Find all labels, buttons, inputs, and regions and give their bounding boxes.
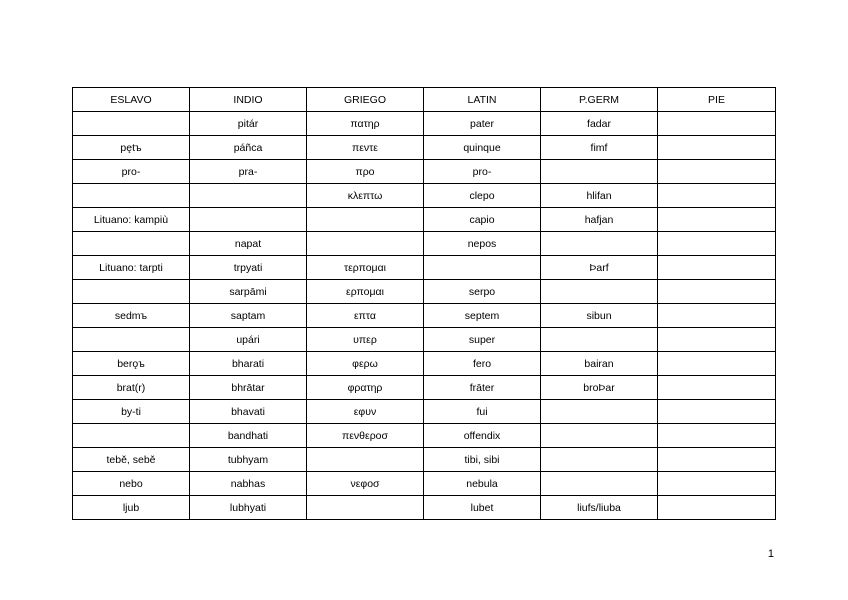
table-row — [73, 328, 776, 352]
table-cell-pie — [658, 400, 776, 424]
table-row — [73, 352, 776, 376]
table-cell-pie — [658, 328, 776, 352]
table-cell-indio: pitár — [190, 112, 307, 136]
table-cell-eslavo — [73, 184, 190, 208]
table-row — [73, 184, 776, 208]
table-cell-griego: πατηρ — [307, 112, 424, 136]
table-row — [73, 112, 776, 136]
table-cell-pgerm: hlifan — [541, 184, 658, 208]
table-cell-eslavo: pętъ — [73, 136, 190, 160]
table-cell-pie — [658, 448, 776, 472]
table-cell-pgerm: bairan — [541, 352, 658, 376]
table-cell-indio: napat — [190, 232, 307, 256]
page-number: 1 — [767, 548, 774, 560]
table-cell-pgerm — [541, 448, 658, 472]
table-row — [73, 400, 776, 424]
table-row — [73, 496, 776, 520]
table-cell-eslavo — [73, 328, 190, 352]
table-cell-latin: frāter — [424, 376, 541, 400]
table-cell-indio: bhavati — [190, 400, 307, 424]
etymology-table-body — [73, 88, 776, 520]
table-row — [73, 136, 776, 160]
table-cell-griego — [307, 208, 424, 232]
table-cell-pie — [658, 352, 776, 376]
table-cell-indio: páñca — [190, 136, 307, 160]
table-cell-eslavo: Lituano: tarpti — [73, 256, 190, 280]
table-cell-latin: super — [424, 328, 541, 352]
table-cell-eslavo: Lituano: kampiù — [73, 208, 190, 232]
table-cell-pie — [658, 208, 776, 232]
table-cell-griego: πεντε — [307, 136, 424, 160]
table-cell-pie — [658, 136, 776, 160]
table-cell-griego: προ — [307, 160, 424, 184]
table-cell-griego — [307, 496, 424, 520]
table-cell-indio: bhrātar — [190, 376, 307, 400]
table-cell-latin: fui — [424, 400, 541, 424]
table-cell-pgerm: fimf — [541, 136, 658, 160]
column-header-griego: GRIEGO — [307, 88, 424, 112]
table-cell-pgerm: hafjan — [541, 208, 658, 232]
table-cell-pie — [658, 160, 776, 184]
column-header-latin: LATIN — [424, 88, 541, 112]
column-header-indio: INDIO — [190, 88, 307, 112]
table-cell-indio — [190, 208, 307, 232]
table-cell-griego: υπερ — [307, 328, 424, 352]
table-cell-eslavo: sedmъ — [73, 304, 190, 328]
table-cell-eslavo: nebo — [73, 472, 190, 496]
table-cell-eslavo — [73, 112, 190, 136]
table-cell-pgerm — [541, 280, 658, 304]
table-row — [73, 280, 776, 304]
table-cell-latin — [424, 256, 541, 280]
table-cell-griego: κλεπτω — [307, 184, 424, 208]
table-row — [73, 472, 776, 496]
table-row — [73, 208, 776, 232]
table-cell-eslavo: ljub — [73, 496, 190, 520]
table-row — [73, 256, 776, 280]
table-cell-pie — [658, 304, 776, 328]
table-cell-pie — [658, 496, 776, 520]
table-cell-griego: επτα — [307, 304, 424, 328]
table-cell-latin: lubet — [424, 496, 541, 520]
table-cell-pgerm — [541, 160, 658, 184]
table-cell-indio: tubhyam — [190, 448, 307, 472]
table-cell-pgerm — [541, 472, 658, 496]
table-cell-pie — [658, 472, 776, 496]
table-cell-pgerm — [541, 232, 658, 256]
table-cell-griego: πενθεροσ — [307, 424, 424, 448]
table-cell-latin: quinque — [424, 136, 541, 160]
table-cell-griego: ερπομαι — [307, 280, 424, 304]
table-cell-indio: bandhati — [190, 424, 307, 448]
table-cell-eslavo — [73, 424, 190, 448]
table-cell-griego: εφυν — [307, 400, 424, 424]
table-row — [73, 376, 776, 400]
table-cell-latin: nepos — [424, 232, 541, 256]
column-header-pie: PIE — [658, 88, 776, 112]
table-cell-pie — [658, 232, 776, 256]
table-cell-latin: tibi, sibi — [424, 448, 541, 472]
etymology-table — [72, 87, 776, 520]
table-cell-eslavo: pro- — [73, 160, 190, 184]
table-cell-eslavo: brat(r) — [73, 376, 190, 400]
table-cell-latin: offendix — [424, 424, 541, 448]
table-cell-eslavo — [73, 232, 190, 256]
table-cell-indio: trpyati — [190, 256, 307, 280]
table-cell-pie — [658, 424, 776, 448]
table-cell-griego: τερπομαι — [307, 256, 424, 280]
table-row — [73, 232, 776, 256]
table-cell-pgerm: fadar — [541, 112, 658, 136]
table-cell-pgerm — [541, 424, 658, 448]
table-cell-pgerm: Þarf — [541, 256, 658, 280]
column-header-pgerm: P.GERM — [541, 88, 658, 112]
table-cell-latin: capio — [424, 208, 541, 232]
table-row — [73, 424, 776, 448]
table-cell-pgerm: broÞar — [541, 376, 658, 400]
table-header-row — [73, 88, 776, 112]
table-cell-pgerm: liufs/liuba — [541, 496, 658, 520]
table-cell-indio: upári — [190, 328, 307, 352]
table-cell-indio: bharati — [190, 352, 307, 376]
table-row — [73, 160, 776, 184]
table-cell-latin: septem — [424, 304, 541, 328]
table-cell-eslavo: tebě, sebě — [73, 448, 190, 472]
table-cell-latin: clepo — [424, 184, 541, 208]
table-cell-indio: sarpāmi — [190, 280, 307, 304]
table-cell-indio: saptam — [190, 304, 307, 328]
table-cell-griego: φερω — [307, 352, 424, 376]
table-cell-latin: pro- — [424, 160, 541, 184]
table-cell-griego: νεφοσ — [307, 472, 424, 496]
table-cell-pie — [658, 112, 776, 136]
table-cell-indio — [190, 184, 307, 208]
table-cell-pgerm — [541, 328, 658, 352]
table-cell-griego — [307, 232, 424, 256]
table-cell-indio: lubhyati — [190, 496, 307, 520]
table-cell-eslavo: berǫъ — [73, 352, 190, 376]
table-cell-pgerm — [541, 400, 658, 424]
table-cell-pie — [658, 280, 776, 304]
table-cell-pie — [658, 184, 776, 208]
table-cell-griego — [307, 448, 424, 472]
table-cell-pie — [658, 256, 776, 280]
table-row — [73, 448, 776, 472]
table-cell-griego: φρατηρ — [307, 376, 424, 400]
table-cell-pgerm: sibun — [541, 304, 658, 328]
table-cell-latin: fero — [424, 352, 541, 376]
table-cell-eslavo: by-ti — [73, 400, 190, 424]
table-cell-indio: nabhas — [190, 472, 307, 496]
table-cell-indio: pra- — [190, 160, 307, 184]
table-cell-pie — [658, 376, 776, 400]
table-cell-latin: nebula — [424, 472, 541, 496]
table-row — [73, 304, 776, 328]
table-cell-latin: serpo — [424, 280, 541, 304]
table-cell-latin: pater — [424, 112, 541, 136]
column-header-eslavo: ESLAVO — [73, 88, 190, 112]
table-cell-eslavo — [73, 280, 190, 304]
